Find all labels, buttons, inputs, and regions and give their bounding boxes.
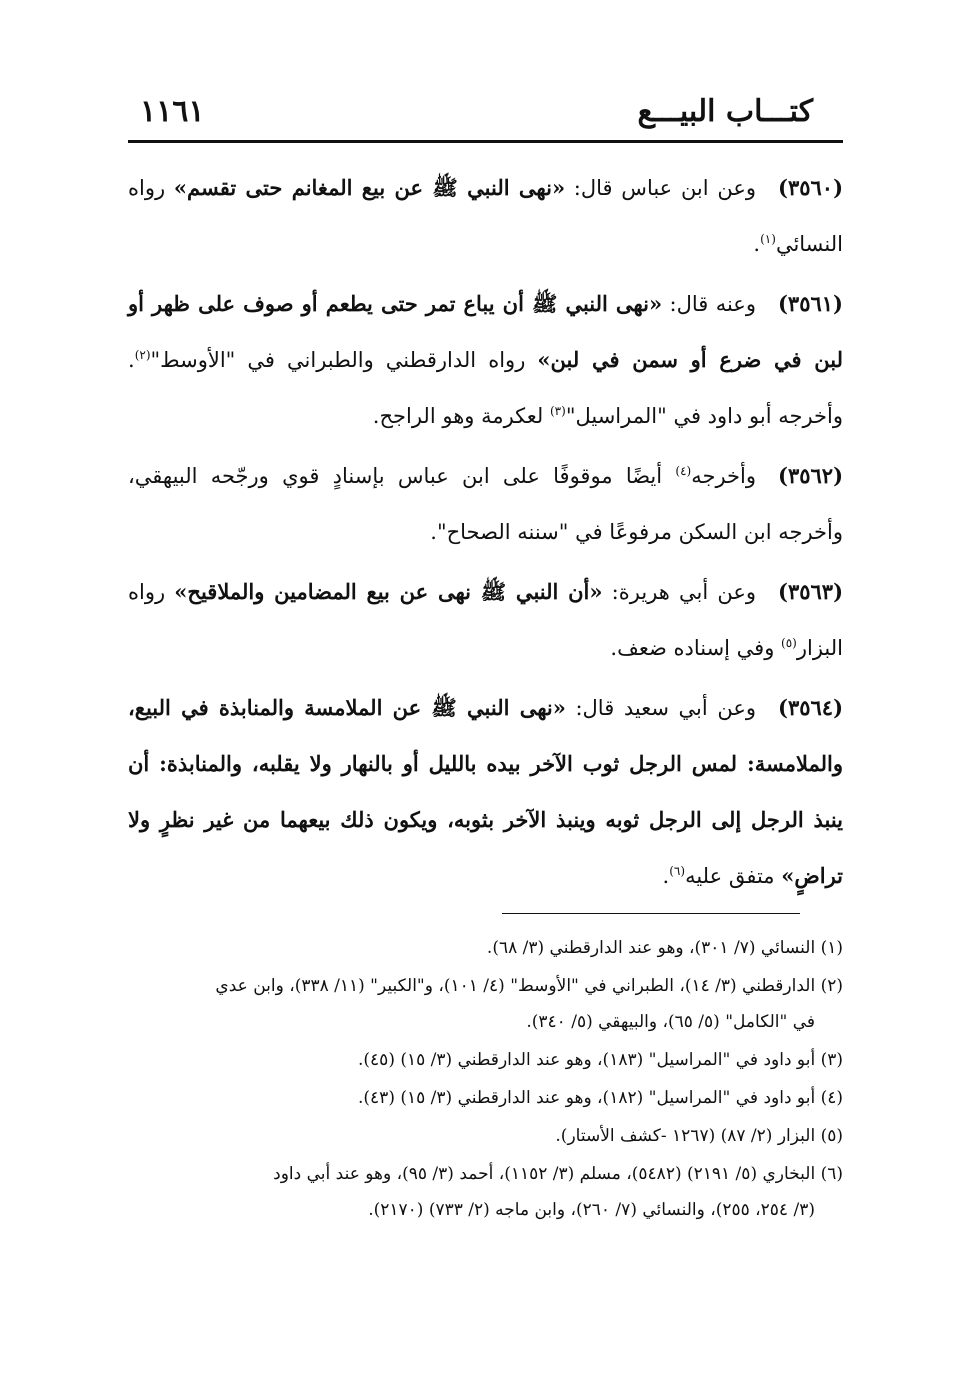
footnote-marker: (٤) xyxy=(675,464,692,478)
hadith-quote: «أن النبي ﷺ نهى عن بيع المضامين والملاقيح» xyxy=(174,579,603,604)
footnote-2 xyxy=(128,968,843,1040)
hadith-lead: وعنه قال: xyxy=(662,292,756,316)
hadith-source-2: . وأخرجه أبو داود في "المراسيل" xyxy=(128,348,843,428)
page-header xyxy=(128,92,843,140)
hadith-source: رواه البزار xyxy=(128,580,843,660)
footnote-4 xyxy=(128,1080,843,1116)
hadith-number: (٣٥٦٣) xyxy=(778,579,843,604)
page-number: ١١٦١ xyxy=(140,94,205,129)
hadith-end: وفي إسناده ضعف. xyxy=(610,636,782,660)
hadith-lead: وأخرجه xyxy=(691,464,756,488)
footnote-1 xyxy=(128,930,843,966)
footnote-text: (٣) أبو داود في "المراسيل" (١٨٣)، وهو عند الدارقطني (٣/ ١٥) (٤٥). xyxy=(358,1050,843,1070)
hadith-lead: وعن أبي هريرة: xyxy=(602,580,756,604)
hadith-lead: وعن ابن عباس قال: xyxy=(565,176,756,200)
hadith-source: رواه الدارقطني والطبراني في "الأوسط" xyxy=(150,348,538,372)
footnote-5 xyxy=(128,1118,843,1154)
hadith-entry-3561 xyxy=(128,276,843,444)
footnote-marker: (٥) xyxy=(781,636,797,650)
hadith-source: أيضًا موقوفًا على ابن عباس بإسنادٍ قوي ورجّحه البيهقي، وأخرجه ابن السكن مرفوعًا في "سننه الصحاح". xyxy=(128,464,843,544)
hadith-number: (٣٥٦١) xyxy=(777,291,843,316)
footnote-text: (١) النسائي (٧/ ٣٠١)، وهو عند الدارقطني (٣/ ٦٨). xyxy=(486,938,843,958)
hadith-entry-3560 xyxy=(128,160,843,272)
footnotes xyxy=(128,930,843,1230)
footnote-divider xyxy=(502,913,800,914)
hadith-quote: «نهى النبي ﷺ عن الملامسة والمنابذة في البيع، والملامسة: لمس الرجل ثوب الآخر بيده بالليل أو بالنهار ولا يقلبه، والمنابذة: أن ينبذ الرجل إلى الرجل ثوبه وينبذ الآخر بثوبه، ويكون ذلك بيعهما من غير نظرٍ ولا تراضٍ» xyxy=(128,695,843,888)
footnote-6 xyxy=(128,1156,843,1228)
hadith-end: لعكرمة وهو الراجح. xyxy=(372,404,550,428)
footnote-marker: (٢) xyxy=(134,348,151,362)
hadith-quote: «نهى النبي ﷺ عن بيع المغانم حتى تقسم» xyxy=(173,175,566,200)
footnote-marker: (٦) xyxy=(669,864,686,878)
footnote-continuation: (٣/ ٢٥٤، ٢٥٥)، والنسائي (٧/ ٢٦٠)، وابن ماجه (٢/ ٧٣٣) (٢١٧٠). xyxy=(368,1200,815,1220)
footnote-text: (٤) أبو داود في "المراسيل" (١٨٢)، وهو عند الدارقطني (٣/ ١٥) (٤٣). xyxy=(358,1088,843,1108)
footnote-marker: (١) xyxy=(760,232,776,246)
hadith-entry-3562 xyxy=(128,448,843,560)
hadith-source: متفق عليه xyxy=(685,864,782,888)
footnote-text: (٥) البزار (٢/ ٨٧) (١٢٦٧ -كشف الأستار). xyxy=(555,1126,843,1146)
hadith-source: رواه النسائي xyxy=(128,176,843,256)
footnote-text: (٦) البخاري (٥/ ٢١٩١) (٥٤٨٢)، مسلم (٣/ ١١٥٢)، أحمد (٣/ ٩٥)، وهو عند أبي داود xyxy=(273,1164,843,1184)
footnote-3 xyxy=(128,1042,843,1078)
hadith-list xyxy=(128,160,843,904)
hadith-quote: «نهى النبي ﷺ أن يباع تمر حتى يطعم أو صوف على ظهر أو لبن في ضرع أو سمن في لبن» xyxy=(128,291,843,372)
chapter-title: كتـــاب البيـــع xyxy=(637,94,813,129)
hadith-end: . xyxy=(662,864,670,888)
footnote-marker: (٣) xyxy=(549,404,566,418)
header-divider xyxy=(128,140,843,143)
footnote-continuation: في "الكامل" (٥/ ٦٥)، والبيهقي (٥/ ٣٤٠). xyxy=(526,1012,815,1032)
hadith-entry-3564 xyxy=(128,680,843,904)
footnote-text: (٢) الدارقطني (٣/ ١٤)، الطبراني في "الأوسط" (٤/ ١٠١)، و"الكبير" (١١/ ٣٣٨)، وابن عدي xyxy=(215,976,843,996)
hadith-number: (٣٥٦٠) xyxy=(778,175,843,200)
hadith-number: (٣٥٦٤) xyxy=(778,695,844,720)
hadith-end: . xyxy=(753,232,761,256)
hadith-number: (٣٥٦٢) xyxy=(778,463,843,488)
hadith-lead: وعن أبي سعيد قال: xyxy=(565,696,757,720)
hadith-entry-3563 xyxy=(128,564,843,676)
